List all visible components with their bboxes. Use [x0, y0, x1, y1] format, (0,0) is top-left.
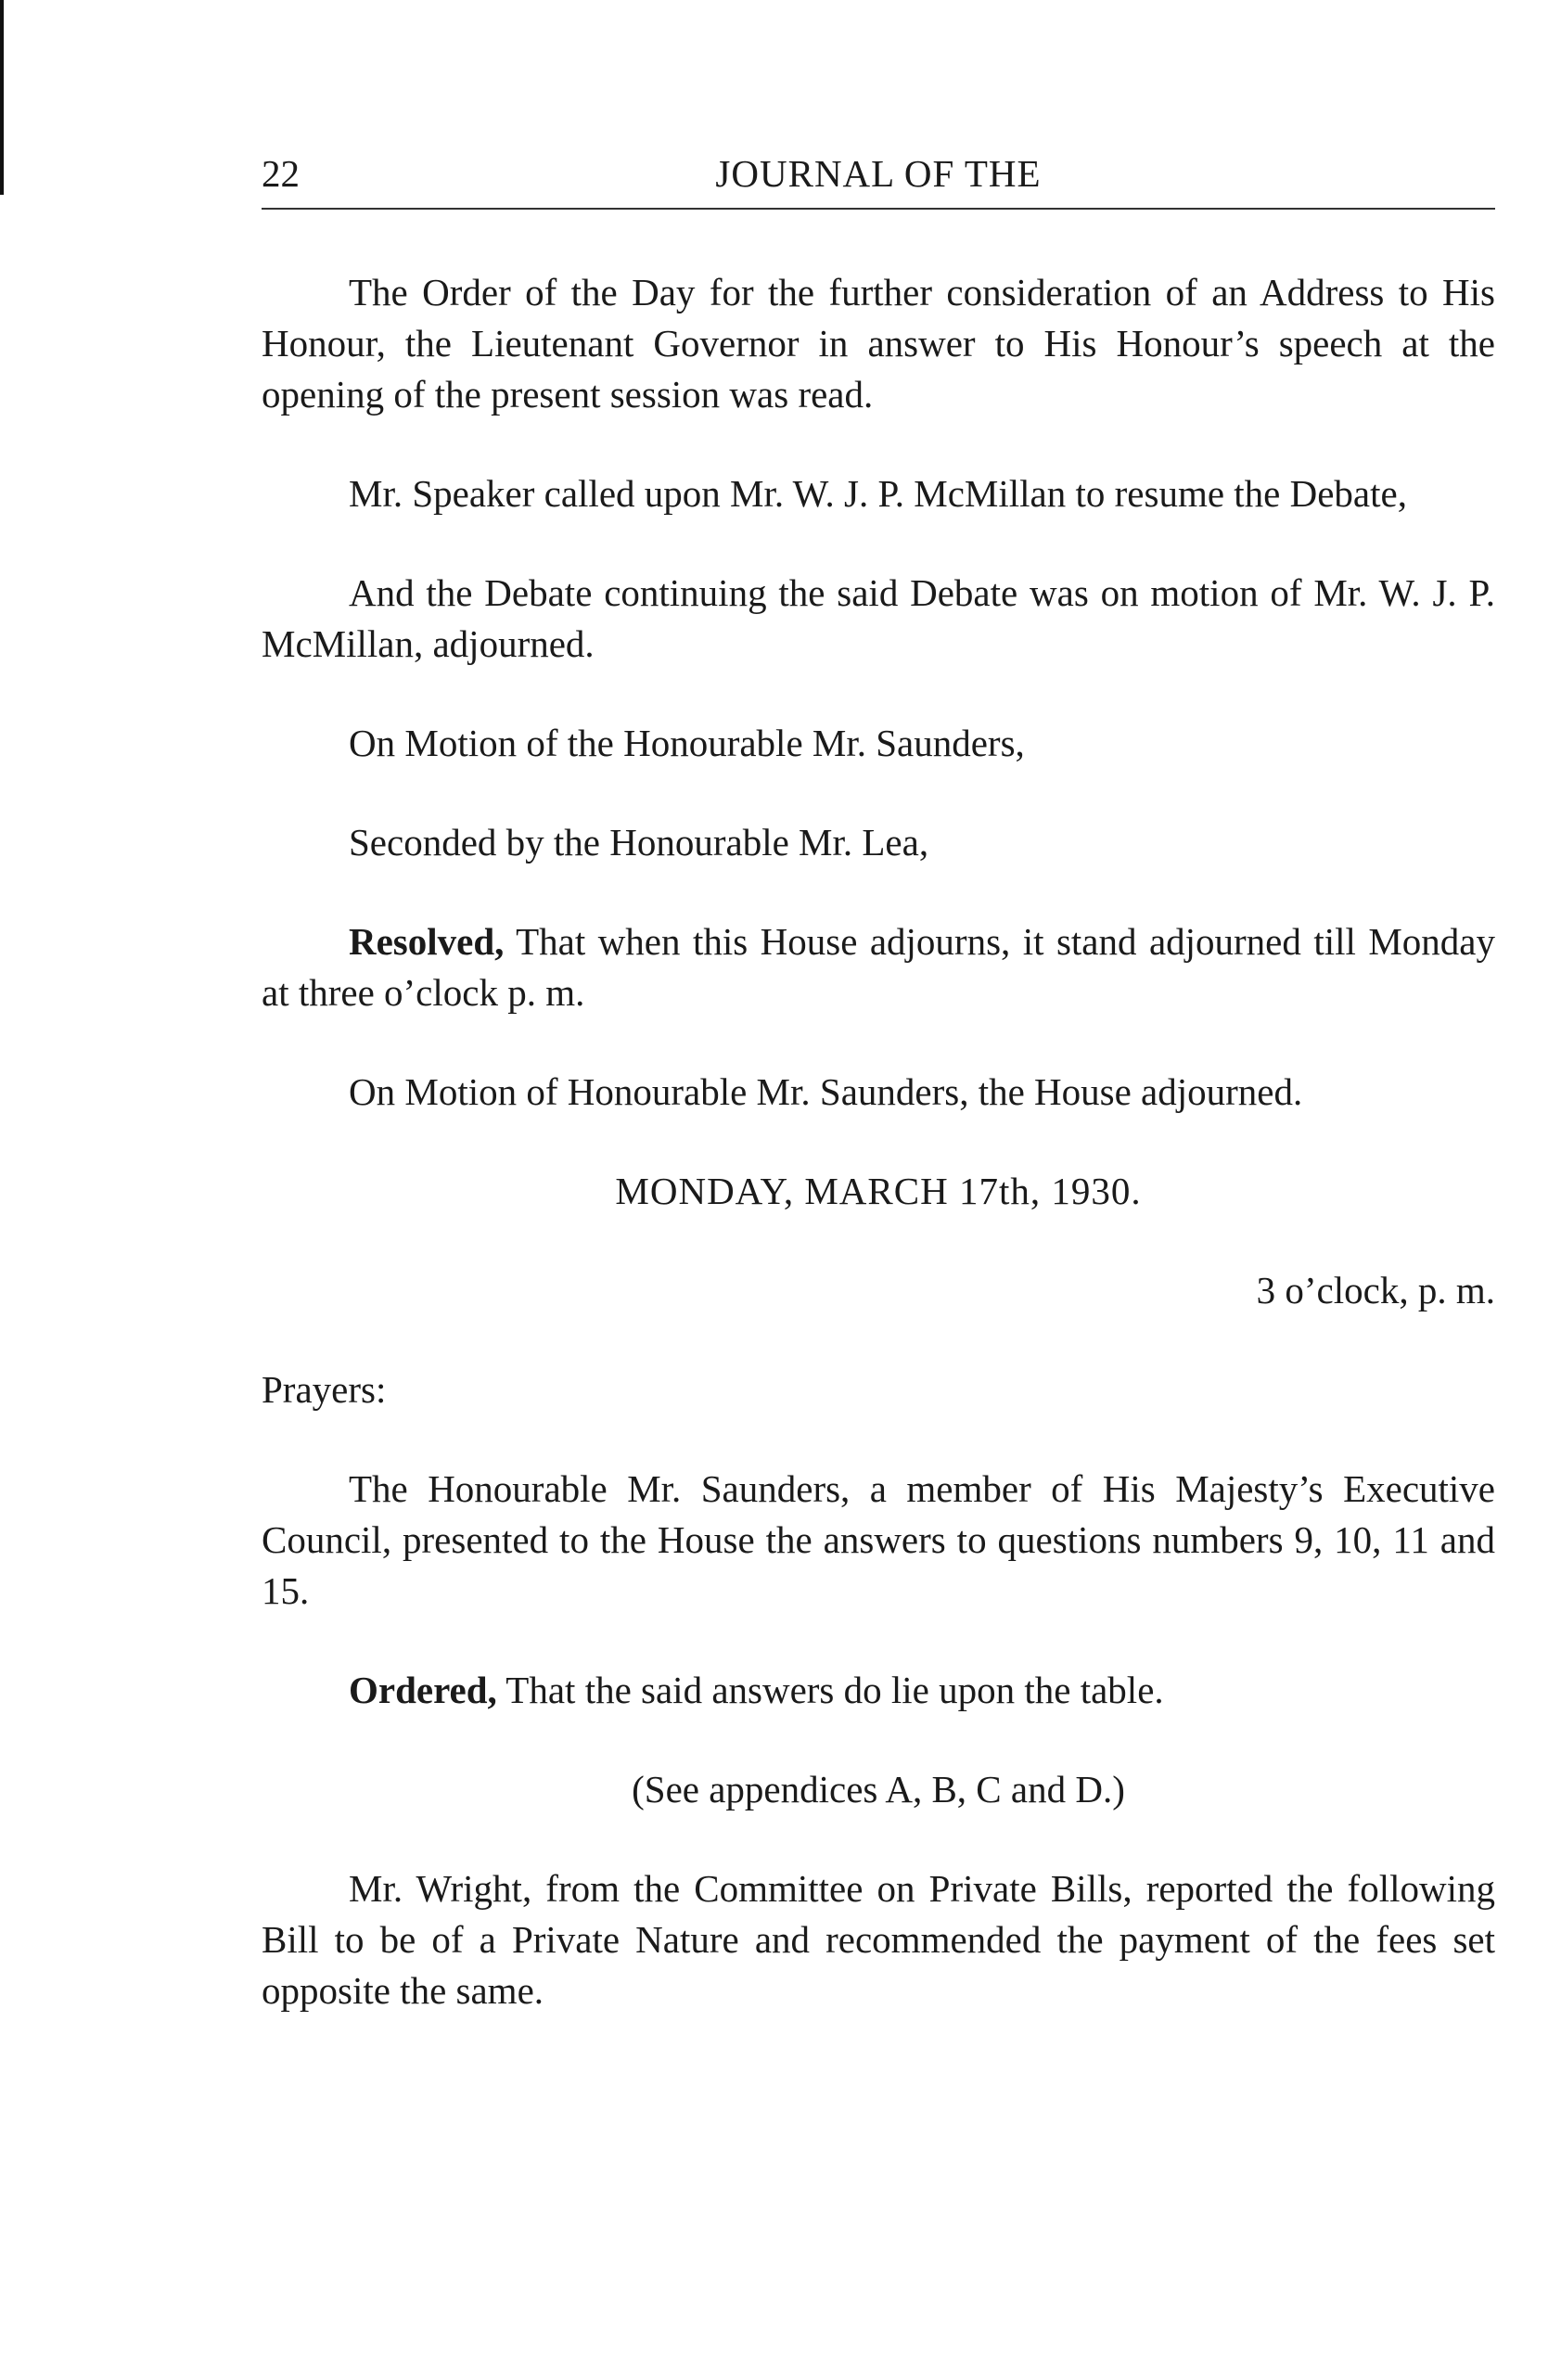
ordered-label: Ordered, — [349, 1669, 497, 1711]
date-heading: MONDAY, MARCH 17th, 1930. — [615, 1170, 1142, 1212]
order-of-day-paragraph: The Order of the Day for the further consideration of an Address to His Honour, the Lieutenant Governor in answer to His Honour’s speech at the opening of the present session was read. — [262, 271, 1495, 416]
resolved-text: That when this House adjourns, it stand adjourned till Monday at three o’clock p. m. — [262, 920, 1495, 1014]
page-number: 22 — [262, 152, 300, 195]
house-adjourned-paragraph: On Motion of Honourable Mr. Saunders, the House adjourned. — [349, 1070, 1303, 1113]
private-bills-paragraph: Mr. Wright, from the Committee on Private Bills, reported the following Bill to be of a Private Nature and recommended the payment of the fees set opposite the same. — [262, 1867, 1495, 2012]
prayers-label: Prayers: — [262, 1368, 387, 1411]
debate-adjourned-paragraph: And the Debate continuing the said Debate was on motion of Mr. W. J. P. McMillan, adjourned. — [262, 571, 1495, 665]
resolved-paragraph — [262, 916, 1495, 1018]
appendices-note: (See appendices A, B, C and D.) — [632, 1768, 1125, 1811]
scan-edge — [0, 0, 4, 195]
header-rule — [262, 208, 1495, 210]
resolved-label: Resolved, — [349, 920, 505, 963]
running-head — [262, 148, 1495, 200]
seconded-lea-paragraph: Seconded by the Honourable Mr. Lea, — [349, 821, 929, 864]
journal-page — [262, 148, 1495, 2065]
journal-title: JOURNAL OF THE — [715, 152, 1042, 195]
motion-saunders-paragraph: On Motion of the Honourable Mr. Saunders, — [349, 722, 1025, 764]
sitting-time: 3 o’clock, p. m. — [1256, 1269, 1495, 1312]
answers-presented-paragraph: The Honourable Mr. Saunders, a member of His Majesty’s Executive Council, presented to the House the answers to questions numbers 9, 10, 11 and 15. — [262, 1467, 1495, 1612]
ordered-text: That the said answers do lie upon the table. — [496, 1669, 1164, 1711]
ordered-paragraph — [262, 1665, 1495, 1716]
speaker-called-paragraph: Mr. Speaker called upon Mr. W. J. P. McMillan to resume the Debate, — [349, 472, 1407, 515]
